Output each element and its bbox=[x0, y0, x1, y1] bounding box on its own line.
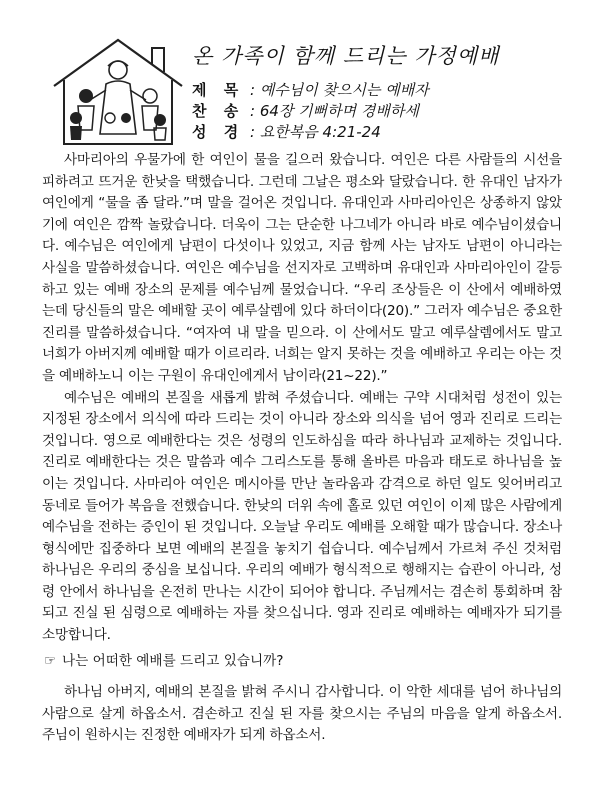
page-title: 온 가족이 함께 드리는 가정예배 bbox=[192, 44, 500, 68]
info-label: 제 목 bbox=[192, 81, 245, 99]
prayer-paragraph: 하나님 아버지, 예배의 본질을 밝혀 주시니 감사합니다. 이 악한 세대를 넘어 하나님의 사람으로 살게 하옵소서. 겸손하고 진실 된 자를 찾으시는 주님의 마음을 알게 하옵소서. 주님이 원하시는 진정한 예배자가 되게 하옵소서. bbox=[42, 684, 562, 744]
info-row-hymn bbox=[192, 101, 429, 122]
question-text: 나는 어떠한 예배를 드리고 있습니까? bbox=[62, 652, 284, 669]
info-label: 성 경 bbox=[192, 123, 245, 141]
family-house-icon bbox=[48, 34, 188, 146]
info-value: : 요한복음 4:21-24 bbox=[250, 123, 381, 141]
info-row-subject bbox=[192, 80, 429, 101]
sermon-paragraph: 사마리아의 우물가에 한 여인이 물을 길으러 왔습니다. 여인은 다른 사람들의 시선을 피하려고 뜨거운 한낮을 택했습니다. 그런데 그날은 평소와 달랐습니다. 한 유대인 남자가 여인에게 “물을 좀 달라.”며 말을 걸어온 것입니다. 유대인과 사마리아인은 상종하지 않았기에 여인은 깜짝 놀랐습니다. 더욱이 그는 단순한 나그네가 아니라 바로 예수님이셨습니다. 예수님은 여인에게 남편이 다섯이나 있었고, 지금 함께 사는 남자도 남편이 아니라는 사실을 말씀하셨습니다. 여인은 예수님을 선지자로 고백하며 유대인과 사마리아인이 갈등하고 있는 예배 장소의 문제를 예수님께 물었습니다. “우리 조상들은 이 산에서 예배하였는데 당신들의 말은 예배할 곳이 예루살렘에 있다 하더이다(20).” 그러자 예수님은 중요한 진리를 말씀하셨습니다. “여자여 내 말을 믿으라. 이 산에서도 말고 예루살렘에서도 말고 너희가 아버지께 예배할 때가 이르리라. 너희는 알지 못하는 것을 예배하고 우리는 아는 것을 예배하노니 이는 구원이 유대인에게서 남이라(21~22).” bbox=[42, 152, 562, 384]
info-value: : 예수님이 찾으시는 예배자 bbox=[250, 81, 429, 99]
sermon-paragraph: 예수님은 예배의 본질을 새롭게 밝혀 주셨습니다. 예배는 구약 시대처럼 성전이 있는 지정된 장소에서 의식에 따라 드리는 것이 아니라 장소와 의식을 넘어 영과 진리로 드리는 것입니다. 영으로 예배한다는 것은 성령의 인도하심을 따라 하나님과 교제하는 것입니다. 진리로 예배한다는 것은 말씀과 예수 그리스도를 통해 올바른 마음과 태도로 하나님을 높이는 것입니다. 사마리아 여인은 메시아를 만난 놀라움과 감격으로 하던 일도 잊어버리고 동네로 들어가 복음을 전했습니다. 한낮의 더위 속에 홀로 있던 여인이 이제 많은 사람에게 예수님을 전하는 증인이 된 것입니다. 오늘날 우리도 예배를 오해할 때가 많습니다. 장소나 형식에만 집중하다 보면 예배의 본질을 놓치기 쉽습니다. 예수님께서 가르쳐 주신 것처럼 하나님은 우리의 중심을 보십니다. 우리의 예배가 형식적으로 행해지는 습관이 아니라, 성령 안에서 하나님을 온전히 만나는 시간이 되어야 합니다. 주님께서는 겸손히 통회하며 참되고 진실 된 심령으로 예배하는 자를 찾으십니다. 영과 진리로 예배하는 예배자가 되기를 소망합니다. bbox=[42, 389, 562, 644]
worship-info bbox=[192, 80, 429, 143]
info-row-scripture bbox=[192, 122, 429, 143]
reflection-question bbox=[44, 651, 562, 673]
header bbox=[0, 0, 600, 150]
pointing-hand-icon: ☞ bbox=[44, 652, 57, 669]
info-value: : 64장 기뻐하며 경배하세 bbox=[250, 102, 419, 120]
info-label: 찬 송 bbox=[192, 102, 245, 120]
sermon-body bbox=[42, 150, 562, 747]
